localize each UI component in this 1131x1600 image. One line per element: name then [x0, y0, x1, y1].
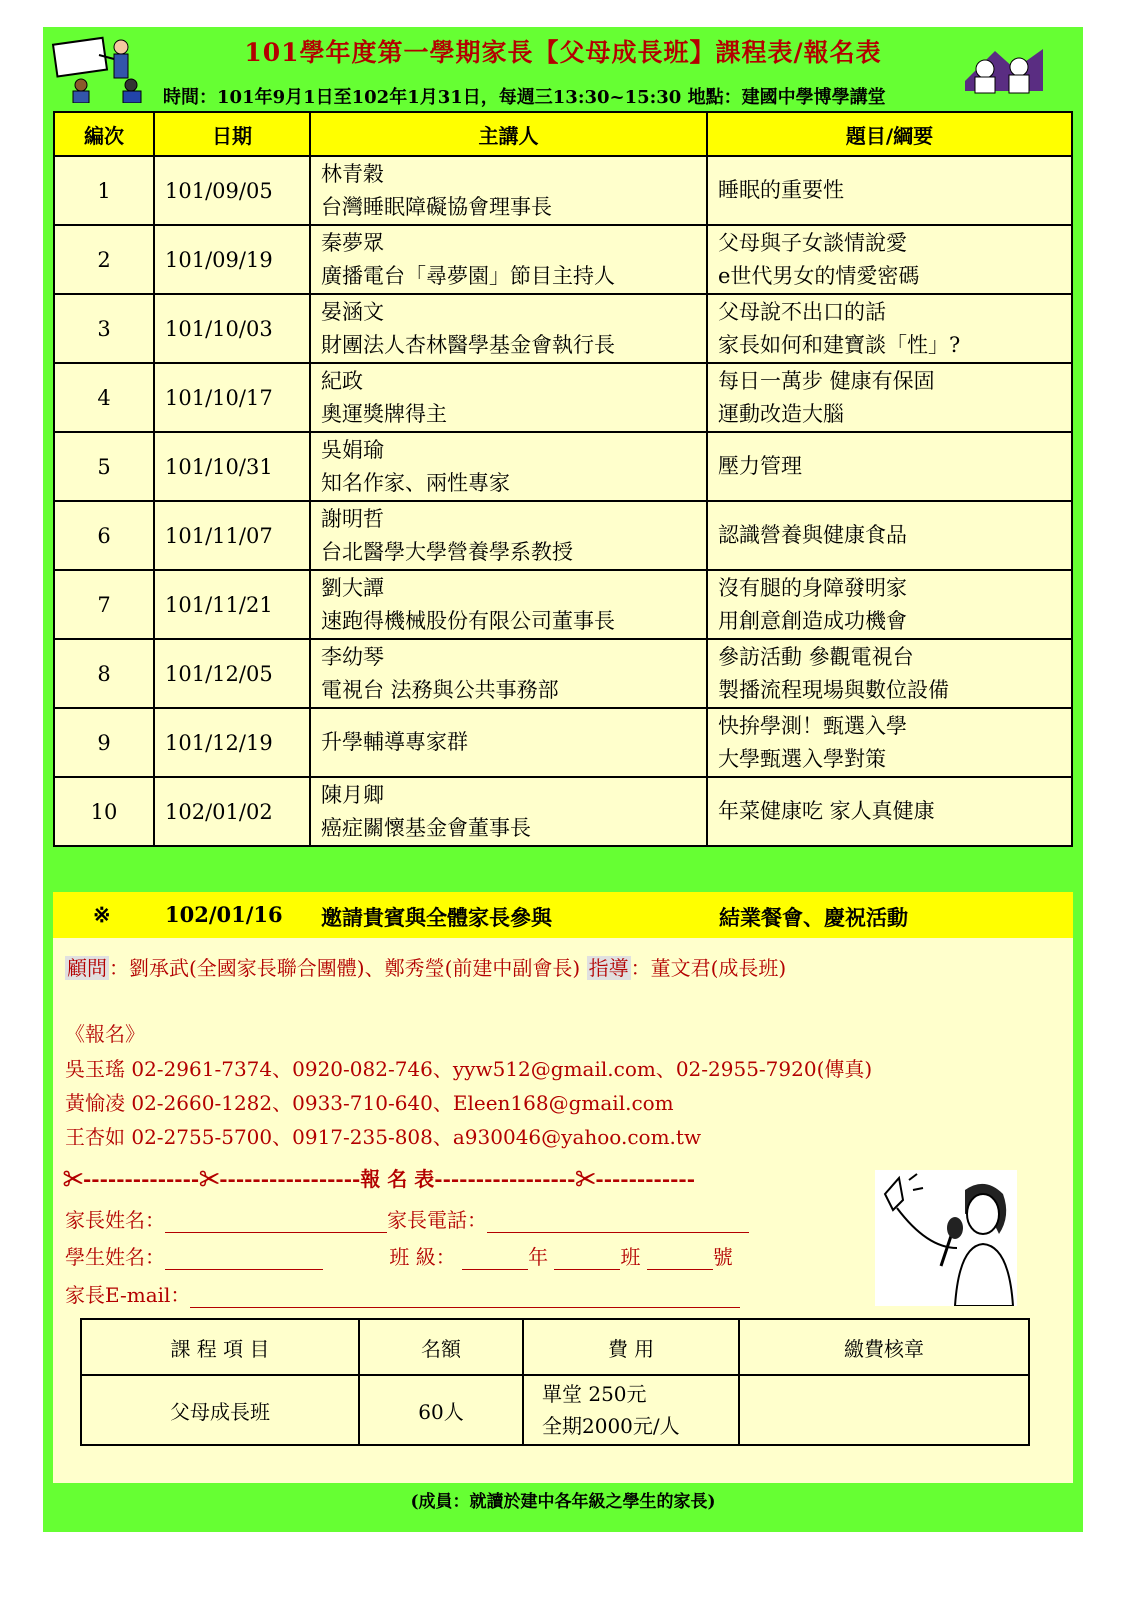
speaker-name: 紀政	[321, 368, 363, 393]
contact-line: 吳玉瑤 02-2961-7374、0920-082-746、yyw512@gmail.com、02-2955-7920(傳真)	[65, 1057, 873, 1081]
topic-line: 大學甄選入學對策	[718, 746, 886, 771]
topic-cell	[707, 570, 1072, 639]
session-number: 8	[54, 639, 154, 708]
closing-event-row	[53, 892, 1073, 938]
topic-line: 家長如何和建寶談「性」?	[718, 332, 961, 357]
topic-line: 父母與子女談情說愛	[718, 230, 907, 255]
scissors-icon: ✂	[63, 1167, 83, 1191]
grade-field[interactable]	[462, 1249, 528, 1270]
fee-full: 全期2000元/人	[542, 1414, 680, 1438]
topic-cell	[707, 156, 1072, 225]
advisor-line	[65, 952, 786, 981]
session-date: 101/09/05	[154, 156, 310, 225]
col-header-number: 編次	[54, 112, 154, 156]
speaker-name: 秦夢眾	[321, 230, 384, 255]
fee-stamp-cell[interactable]	[739, 1375, 1029, 1445]
schedule-row	[54, 363, 1072, 432]
class-field[interactable]	[554, 1249, 620, 1270]
session-date: 102/01/02	[154, 777, 310, 846]
topic-cell	[707, 294, 1072, 363]
speaker-title: 電視台 法務與公共事務部	[321, 677, 559, 702]
schedule-row	[54, 225, 1072, 294]
speaker-name: 劉大譚	[321, 575, 384, 600]
form-title: 報 名 表	[360, 1167, 435, 1191]
schedule-row	[54, 570, 1072, 639]
student-name-field[interactable]	[165, 1249, 323, 1270]
closing-date: 102/01/16	[165, 902, 283, 927]
parent-phone-label: 家長電話：	[387, 1208, 487, 1232]
session-number: 3	[54, 294, 154, 363]
speaker-title: 台北醫學大學營養學系教授	[321, 539, 573, 564]
speaker-cell	[310, 432, 707, 501]
speaker-name: 李幼琴	[321, 644, 384, 669]
year-label: 年	[528, 1245, 549, 1269]
topic-line: 快拚學測！甄選入學	[718, 713, 907, 738]
fee-col-fee: 費 用	[523, 1319, 739, 1375]
parent-name-label: 家長姓名：	[65, 1208, 165, 1232]
parent-name-field[interactable]	[165, 1212, 387, 1233]
speaker-name: 林青穀	[321, 161, 384, 186]
speaker-title: 奧運獎牌得主	[321, 401, 447, 426]
fee-col-course: 課 程 項 目	[81, 1319, 359, 1375]
closing-event: 結業餐會、慶祝活動	[719, 905, 908, 930]
students-clipart-icon	[955, 41, 1045, 96]
session-number: 6	[54, 501, 154, 570]
advisor-text: ：劉承武(全國家長聯合團體)、鄭秀瑩(前建中副會長)	[109, 956, 581, 980]
topic-cell	[707, 639, 1072, 708]
advisor-label: 顧問	[67, 956, 107, 980]
speaker-cell	[310, 570, 707, 639]
speaker-title: 知名作家、兩性專家	[321, 470, 510, 495]
seat-number-field[interactable]	[647, 1249, 713, 1270]
speaker-name: 陳月卿	[321, 782, 384, 807]
number-label: 號	[712, 1245, 733, 1269]
speaker-name: 晏涵文	[321, 299, 384, 324]
scissors-icon: ✂	[575, 1167, 596, 1191]
session-number: 1	[54, 156, 154, 225]
speaker-name: 升學輔導專家群	[321, 730, 468, 754]
speaker-title: 速跑得機械股份有限公司董事長	[321, 608, 615, 633]
contact-line: 王杏如 02-2755-5700、0917-235-808、a930046@yahoo.com.tw	[65, 1125, 702, 1149]
student-name-label: 學生姓名：	[65, 1245, 165, 1269]
session-date: 101/10/31	[154, 432, 310, 501]
closing-mark: ※	[93, 902, 111, 927]
form-row-parent	[65, 1204, 749, 1233]
fee-col-quota: 名額	[359, 1319, 523, 1375]
topic-line: 參訪活動 參觀電視台	[718, 644, 914, 669]
speaker-name: 吳娟瑜	[321, 437, 384, 462]
schedule-time-location: 時間：101年9月1日至102年1月31日，每週三13:30~15:30 地點：建國中學博學講堂	[163, 87, 886, 108]
topic-line: e世代男女的情愛密碼	[718, 263, 920, 288]
topic-line: 沒有腿的身障發明家	[718, 575, 907, 600]
topic-line: 睡眠的重要性	[718, 178, 844, 202]
topic-cell	[707, 708, 1072, 777]
speaker-title: 癌症關懷基金會董事長	[321, 815, 531, 840]
speaker-cell	[310, 777, 707, 846]
contact-line: 黃愉凌 02-2660-1282、0933-710-640、Eleen168@gmail.com	[65, 1091, 674, 1115]
topic-cell	[707, 777, 1072, 846]
session-number: 4	[54, 363, 154, 432]
course-schedule-table	[53, 111, 1073, 847]
speaker-cell	[310, 639, 707, 708]
topic-cell	[707, 363, 1072, 432]
fee-single: 單堂 250元	[542, 1382, 647, 1406]
speaker-cell	[310, 225, 707, 294]
speaker-cell	[310, 294, 707, 363]
session-number: 7	[54, 570, 154, 639]
schedule-row	[54, 501, 1072, 570]
fee-course: 父母成長班	[81, 1375, 359, 1445]
speaker-cell	[310, 708, 707, 777]
session-date: 101/10/17	[154, 363, 310, 432]
session-date: 101/12/19	[154, 708, 310, 777]
guidance-label: 指導	[588, 956, 629, 980]
session-date: 101/10/03	[154, 294, 310, 363]
col-header-speaker: 主講人	[310, 112, 707, 156]
session-date: 101/11/07	[154, 501, 310, 570]
fee-table	[80, 1318, 1030, 1446]
topic-line: 製播流程現場與數位設備	[718, 677, 949, 702]
topic-line: 年菜健康吃 家人真健康	[718, 799, 935, 823]
speaker-name: 謝明哲	[321, 506, 384, 531]
cut-line: ✂--------------✂-----------------報 名 表-----------------✂------------	[63, 1167, 696, 1191]
closing-note: 邀請貴賓與全體家長參與	[321, 905, 552, 930]
session-date: 101/09/19	[154, 225, 310, 294]
class-label: 班 級：	[389, 1245, 456, 1269]
topic-cell	[707, 501, 1072, 570]
col-header-date: 日期	[154, 112, 310, 156]
topic-line: 認識營養與健康食品	[718, 523, 907, 547]
schedule-row	[54, 777, 1072, 846]
form-row-student	[65, 1241, 733, 1270]
speaker-title: 廣播電台「尋夢園」節目主持人	[321, 263, 615, 288]
fee-data-row	[81, 1375, 1029, 1445]
schedule-row	[54, 639, 1072, 708]
session-number: 2	[54, 225, 154, 294]
session-date: 101/11/21	[154, 570, 310, 639]
guidance-text: ：董文君(成長班)	[630, 956, 787, 980]
page-title: 101學年度第一學期家長【父母成長班】課程表/報名表	[244, 38, 882, 67]
flyer-page	[43, 27, 1083, 1532]
topic-line: 壓力管理	[718, 454, 802, 478]
schedule-row	[54, 156, 1072, 225]
speaker-title: 財團法人杏林醫學基金會執行長	[321, 332, 615, 357]
speaker-title: 台灣睡眠障礙協會理事長	[321, 194, 552, 219]
speaker-cell	[310, 363, 707, 432]
woman-speaker-clipart-icon	[875, 1170, 1017, 1306]
member-footnote: (成員：就讀於建中各年級之學生的家長)	[410, 1492, 716, 1512]
speaker-cell	[310, 156, 707, 225]
topic-line: 用創意創造成功機會	[718, 608, 907, 633]
col-header-topic: 題目/綱要	[707, 112, 1072, 156]
session-date: 101/12/05	[154, 639, 310, 708]
topic-line: 每日一萬步 健康有保固	[718, 368, 935, 393]
scissors-icon: ✂	[199, 1167, 220, 1191]
class-unit-label: 班	[620, 1245, 641, 1269]
topic-line: 運動改造大腦	[718, 401, 844, 426]
fee-quota: 60人	[359, 1375, 523, 1445]
speaker-cell	[310, 501, 707, 570]
email-field[interactable]	[190, 1287, 740, 1308]
form-row-email	[65, 1279, 740, 1308]
schedule-header-row	[54, 112, 1072, 156]
topic-cell	[707, 225, 1072, 294]
registration-heading: 《報名》	[65, 1022, 145, 1046]
email-label: 家長E-mail：	[65, 1283, 191, 1307]
topic-cell	[707, 432, 1072, 501]
session-number: 9	[54, 708, 154, 777]
schedule-row	[54, 432, 1072, 501]
fee-amount	[523, 1375, 739, 1445]
topic-line: 父母說不出口的話	[718, 299, 886, 324]
parent-phone-field[interactable]	[487, 1212, 749, 1233]
fee-header-row	[81, 1319, 1029, 1375]
session-number: 10	[54, 777, 154, 846]
schedule-row	[54, 708, 1072, 777]
registration-section	[53, 938, 1073, 1483]
schedule-row	[54, 294, 1072, 363]
fee-col-stamp: 繳費核章	[739, 1319, 1029, 1375]
session-number: 5	[54, 432, 154, 501]
